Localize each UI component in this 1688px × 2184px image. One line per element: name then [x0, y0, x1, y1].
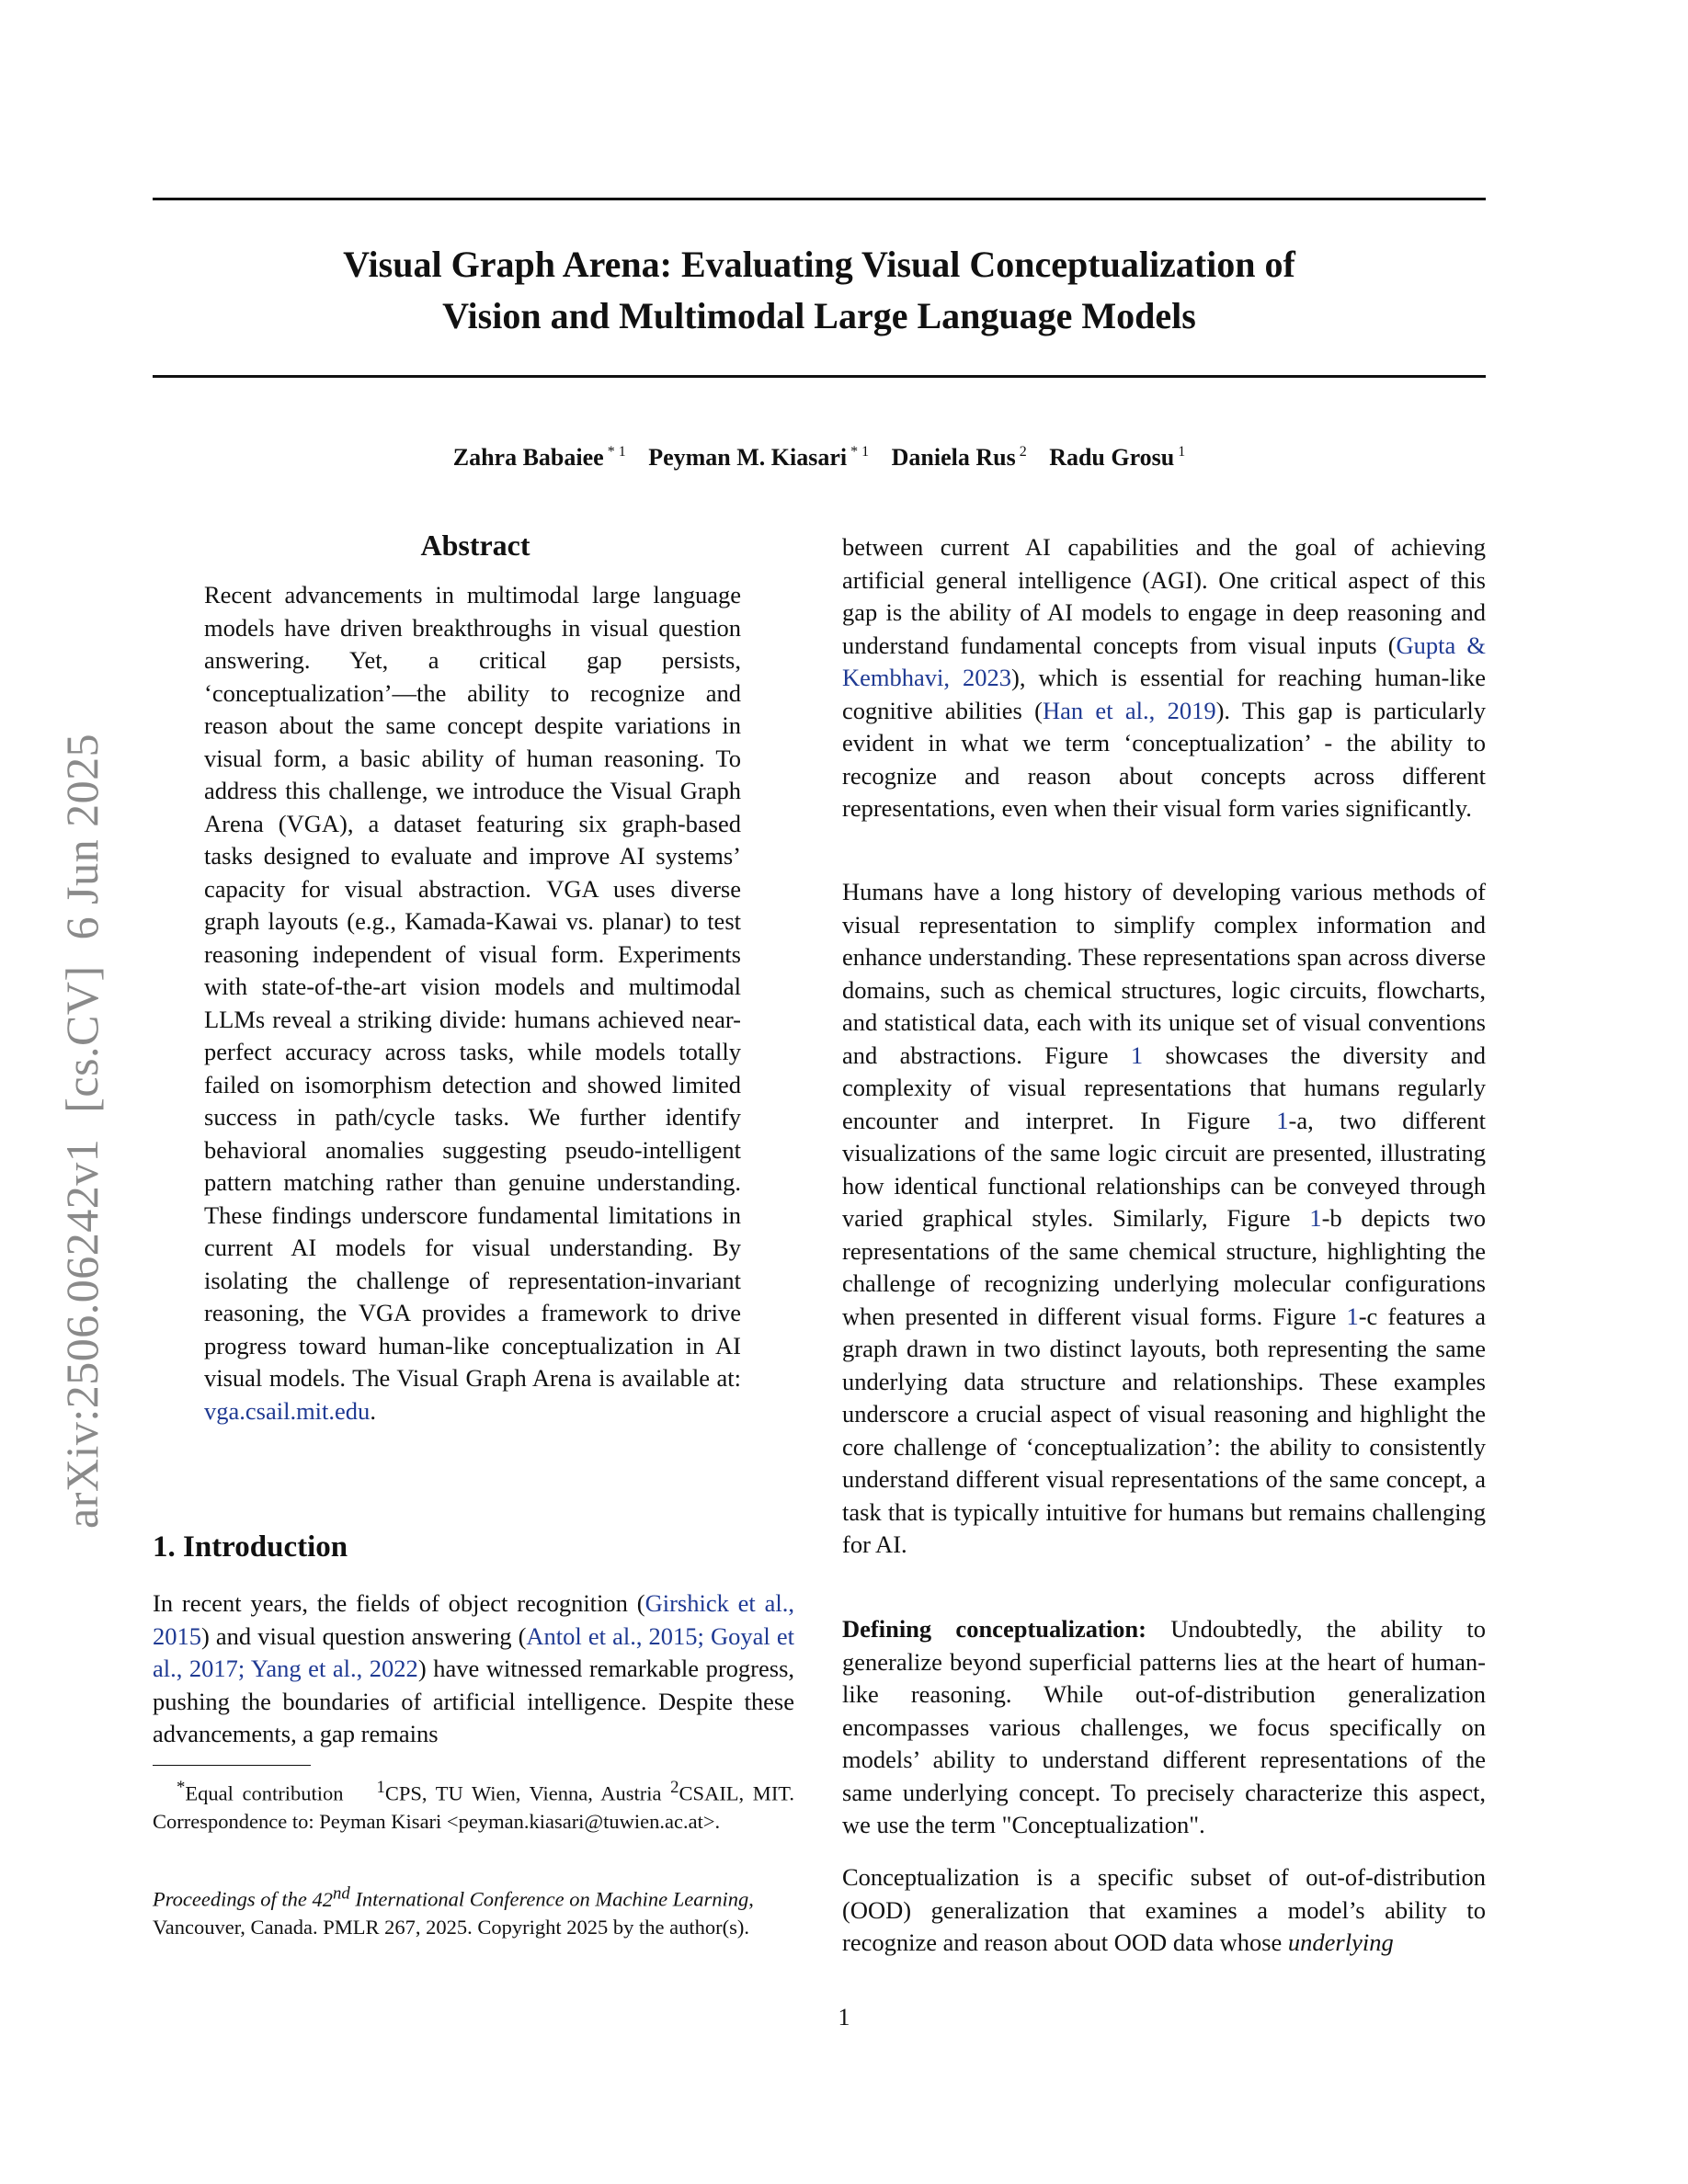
citation-link[interactable]: Gupta & Kembhavi, 2023 [842, 631, 1486, 691]
abstract-text [204, 579, 741, 1428]
citation-link[interactable]: Girshick et al., 2015 [153, 1589, 795, 1650]
footnote-affiliation-2: CSAIL, MIT. Correspondence to: Peyman Kisari <peyman.kiasari@tuwien.ac.at>. [153, 1781, 795, 1833]
author-name: Zahra Babaiee [452, 443, 604, 471]
citation-link[interactable]: Han et al., 2019 [1042, 696, 1216, 724]
author-name: Radu Grosu [1049, 443, 1175, 471]
author-affiliation: 1 [1178, 444, 1186, 460]
text-run: In recent years, the fields of object recognition ( [153, 1589, 645, 1617]
figure-link[interactable]: 1 [1309, 1204, 1322, 1232]
title-rule-top [153, 198, 1486, 200]
author-name: Peyman M. Kiasari [648, 443, 848, 471]
author [1049, 444, 1185, 471]
text-run: Conceptualization is a specific subset of out-of-distribution (OOD) generalization that examines a model’s ability to recognize and reason about OOD data whose [842, 1863, 1486, 1956]
right-paragraph-3 [842, 1613, 1486, 1842]
footnote-mark: * [177, 1778, 186, 1797]
right-paragraph-2 [842, 876, 1486, 1562]
right-paragraph-4 [842, 1861, 1486, 1960]
title-line-1: Visual Graph Arena: Evaluating Visual Conceptualization of [343, 244, 1295, 285]
figure-link[interactable]: 1 [1130, 1041, 1144, 1069]
author-affiliation: * 1 [607, 444, 626, 460]
arxiv-id: arXiv:2506.06242v1 [56, 1138, 108, 1529]
title-rule-bottom [153, 375, 1486, 378]
text-run: ) and visual question answering ( [201, 1621, 527, 1650]
author [892, 444, 1027, 471]
text-run: 42 [312, 1887, 333, 1911]
intro-paragraph [153, 1587, 794, 1751]
abstract-body: Recent advancements in multimodal large language models have driven breakthroughs in visual question answering. Yet, a critical gap persists, ‘conceptualization’—the ability to recognize and reason about the same concept despite variations in visual form, a basic ability of human reasoning. To address this challenge, we introduce the Visual Graph Arena (VGA), a dataset featuring six graph-based tasks designed to evaluate and improve AI systems’ capacity for visual abstraction. VGA uses diverse graph layouts (e.g., Kamada-Kawai vs. planar) to test reasoning independent of visual form. Experiments with state-of-the-art vision models and multimodal LLMs reveal a striking divide: humans achieved near-perfect accuracy across tasks, while models totally failed on isomorphism detection and showed limited success in path/cycle tasks. We further identify behavioral anomalies suggesting pseudo-intelligent pattern matching rather than genuine understanding. These findings underscore fundamental limitations in current AI models for visual understanding. By isolating the challenge of representation-invariant reasoning, the VGA provides a framework to drive progress toward human-like conceptualization in AI visual models. The Visual Graph Arena is available at: [204, 581, 741, 1392]
author-affiliation: 2 [1019, 444, 1027, 460]
text-run: ) have witnessed remarkable progress, pushing the boundaries of artificial intelligence. Despite these advancements, a gap remains [153, 1655, 795, 1747]
footnote-rule [153, 1765, 311, 1766]
text-run: -a, two different visualizations of the same logic circuit are presented, illustrating how identical functional relationships can be conveyed through varied graphical styles. Similarly, Figure [842, 1106, 1486, 1232]
proceedings-note [153, 1880, 794, 1941]
dataset-link[interactable]: vga.csail.mit.edu [204, 1396, 371, 1425]
paper-title [153, 239, 1486, 342]
citation-link[interactable]: Antol et al., 2015; Goyal et al., 2017; Yang et al., 2022 [153, 1621, 794, 1682]
footnote [153, 1774, 794, 1836]
paragraph-lead: Defining conceptualization: [842, 1615, 1146, 1643]
text-run: ), which is essential for reaching human-like cognitive abilities ( [842, 664, 1487, 724]
arxiv-date: 6 Jun 2025 [56, 733, 108, 940]
proceedings-text: Proceedings of the [153, 1887, 307, 1911]
proceedings-details: , Vancouver, Canada. PMLR 267, 2025. Copyright 2025 by the author(s). [153, 1887, 754, 1939]
abstract-heading: Abstract [420, 529, 530, 562]
author [648, 444, 869, 471]
section-heading-introduction: 1. Introduction [153, 1530, 348, 1564]
proceedings-conference: International Conference on Machine Learning [355, 1887, 749, 1911]
arxiv-identifier [55, 708, 108, 1529]
text-run: ). This gap is particularly evident in what we term ‘conceptualization’ - the ability to recognize and reason about concepts across different representations, even when their visual form varies significantly. [842, 696, 1486, 822]
text-run: -b depicts two representations of the same chemical structure, highlighting the challenge of recognizing underlying molecular configurations when presented in different visual forms. Figure [842, 1204, 1487, 1330]
abstract-end: . [370, 1396, 376, 1425]
text-run: -c features a graph drawn in two distinct layouts, both representing the same underlying data structure and relationships. These examples underscore a crucial aspect of visual reasoning and highlight the core challenge of ‘conceptualization’: the ability to consistently understand different visual representations of the same concept, a task that is typically intuitive for humans but remains challenging for AI. [842, 1302, 1486, 1558]
text-run: showcases the diversity and complexity of visual representations that humans regularly encounter and interpret. In Figure [842, 1041, 1486, 1134]
arxiv-category: [cs.CV] [56, 965, 108, 1113]
text-run: Undoubtedly, the ability to generalize beyond superficial patterns lies at the heart of human-like reasoning. While out-of-distribution generalization encompasses various challenges, we focus specifically on models’ ability to understand different representations of the same underlying concept. To precisely characterize this aspect, we use the term "Conceptualization". [842, 1615, 1486, 1838]
text-run: between current AI capabilities and the goal of achieving artificial general intelligence (AGI). One critical aspect of this gap is the ability of AI models to engage in deep reasoning and understand fundamental concepts from visual inputs ( [842, 533, 1486, 659]
author-list [153, 437, 1486, 473]
emphasis: underlying [1287, 1928, 1394, 1956]
author [453, 444, 626, 471]
footnote-mark: 2 [670, 1778, 679, 1797]
footnote-mark: 1 [376, 1778, 385, 1797]
figure-link[interactable]: 1 [1276, 1106, 1289, 1134]
text-run: Humans have a long history of developing various methods of visual representation to simplify complex information and enhance understanding. These representations span across diverse domains, such as chemical structures, logic circuits, flowcharts, and statistical data, each with its unique set of visual conventions and abstractions. Figure [842, 878, 1486, 1069]
page-number: 1 [838, 2004, 850, 2030]
footnote-equal-contribution: Equal contribution [185, 1781, 344, 1805]
proceedings-ordinal [312, 1883, 350, 1911]
author-name: Daniela Rus [891, 443, 1016, 471]
right-paragraph-1 [842, 531, 1486, 825]
text-run: nd [333, 1883, 350, 1903]
figure-link[interactable]: 1 [1346, 1302, 1359, 1330]
footnote-affiliation-1: CPS, TU Wien, Vienna, Austria [384, 1781, 662, 1805]
title-line-2: Vision and Multimodal Large Language Models [442, 295, 1196, 336]
author-affiliation: * 1 [850, 444, 870, 460]
